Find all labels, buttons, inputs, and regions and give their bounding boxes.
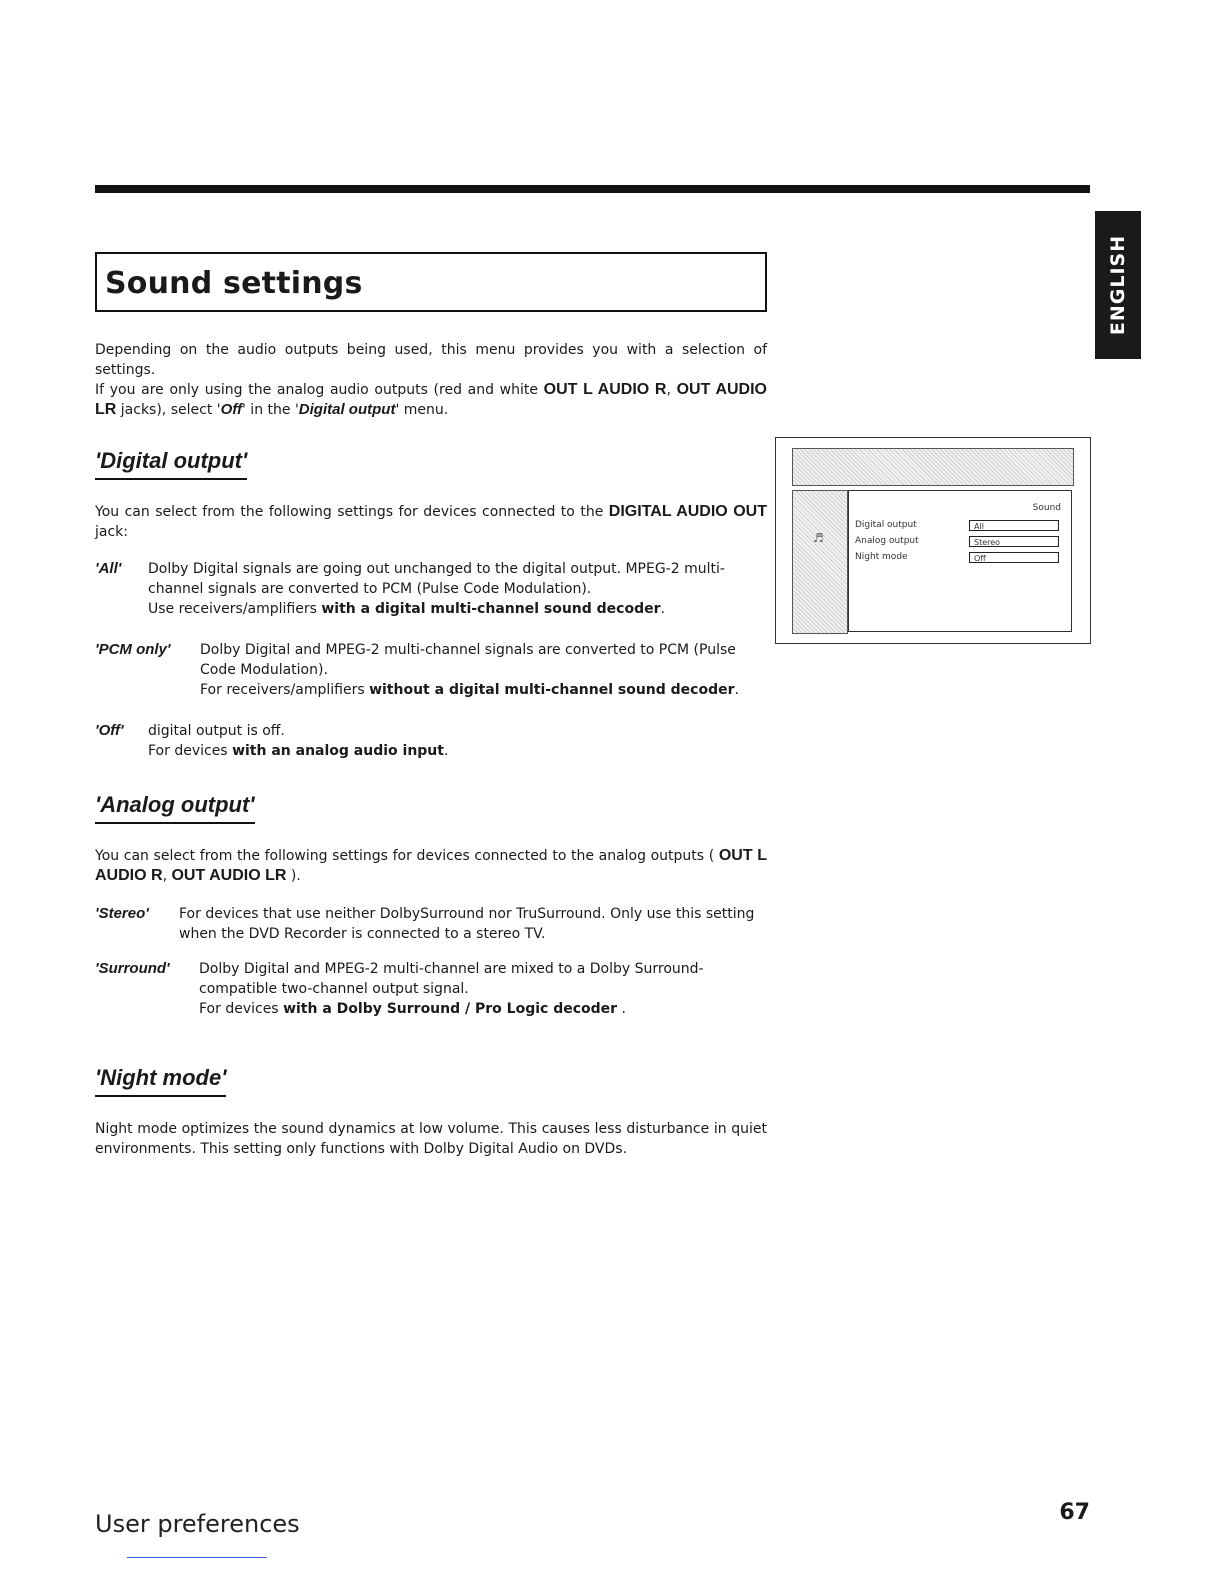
option-surround-text: Dolby Digital and MPEG-2 multi-channel are mixed to a Dolby Surround-compatible two-channel output signal. (199, 961, 704, 997)
option-off-label: 'Off' (95, 722, 124, 739)
menu-row-value: Off (969, 552, 1059, 563)
option-pcm-text: Dolby Digital and MPEG-2 multi-channel signals are converted to PCM (Pulse Code Modulation). (200, 642, 736, 678)
option-stereo-label: 'Stereo' (95, 905, 149, 922)
option-pcm-label: 'PCM only' (95, 641, 171, 658)
menu-screenshot (775, 437, 1091, 644)
option-off-for: For devices with an analog audio input. (148, 743, 449, 759)
title-box (95, 252, 767, 312)
option-all-text: Dolby Digital signals are going out unchanged to the digital output. MPEG-2 multi-channel signals are converted to PCM (Pulse Code Modulation). (148, 561, 725, 597)
menu-row-value: Stereo (969, 536, 1059, 547)
night-mode-heading: 'Night mode' (95, 1065, 226, 1097)
top-rule (95, 185, 1090, 193)
menu-row-value: All (969, 520, 1059, 531)
page-number: 67 (1059, 1500, 1090, 1525)
menu-row-label: Night mode (855, 552, 908, 562)
intro-paragraph (95, 340, 767, 420)
option-off-text: digital output is off. (148, 723, 285, 739)
option-surround-for: For devices with a Dolby Surround / Pro Logic decoder . (199, 1001, 626, 1017)
intro-line: Depending on the audio outputs being used, this menu provides you with a selection of settings. (95, 342, 767, 378)
option-all-use: Use receivers/amplifiers with a digital multi-channel sound decoder. (148, 601, 665, 617)
menu-row-label: Analog output (855, 536, 919, 546)
option-stereo-text: For devices that use neither DolbySurround nor TruSurround. Only use this setting when the DVD Recorder is connected to a stereo TV. (179, 906, 755, 942)
footer-line (127, 1557, 267, 1558)
menu-row-label: Digital output (855, 520, 917, 530)
language-tab (1095, 211, 1141, 359)
menu-header: Sound (1032, 503, 1061, 513)
speaker-icon: ♬ (813, 531, 824, 545)
option-pcm-for: For receivers/amplifiers without a digital multi-channel sound decoder. (200, 682, 739, 698)
analog-output-heading: 'Analog output' (95, 792, 255, 824)
footer-section-title: User preferences (95, 1510, 300, 1538)
menu-title-bar (792, 448, 1074, 486)
option-all-label: 'All' (95, 560, 122, 577)
language-label: ENGLISH (1107, 234, 1129, 336)
digital-output-heading: 'Digital output' (95, 448, 247, 480)
option-surround-label: 'Surround' (95, 960, 170, 977)
page-title: Sound settings (105, 266, 363, 301)
menu-panel (848, 490, 1072, 632)
menu-sidebar (792, 490, 848, 634)
intro-line-2: If you are only using the analog audio outputs (red and white OUT L AUDIO R, OUT AUDIO LR jacks), select 'Off' in the 'Digital output' menu. (95, 381, 768, 418)
digital-intro: You can select from the following settings for devices connected to the DIGITAL AUDIO OUT jack: (95, 503, 767, 540)
analog-intro: You can select from the following settings for devices connected to the analog outputs ( OUT L AUDIO R, OUT AUDIO LR ). (95, 847, 767, 884)
night-mode-text: Night mode optimizes the sound dynamics at low volume. This causes less disturbance in quiet environments. This setting only functions with Dolby Digital Audio on DVDs. (95, 1121, 767, 1157)
